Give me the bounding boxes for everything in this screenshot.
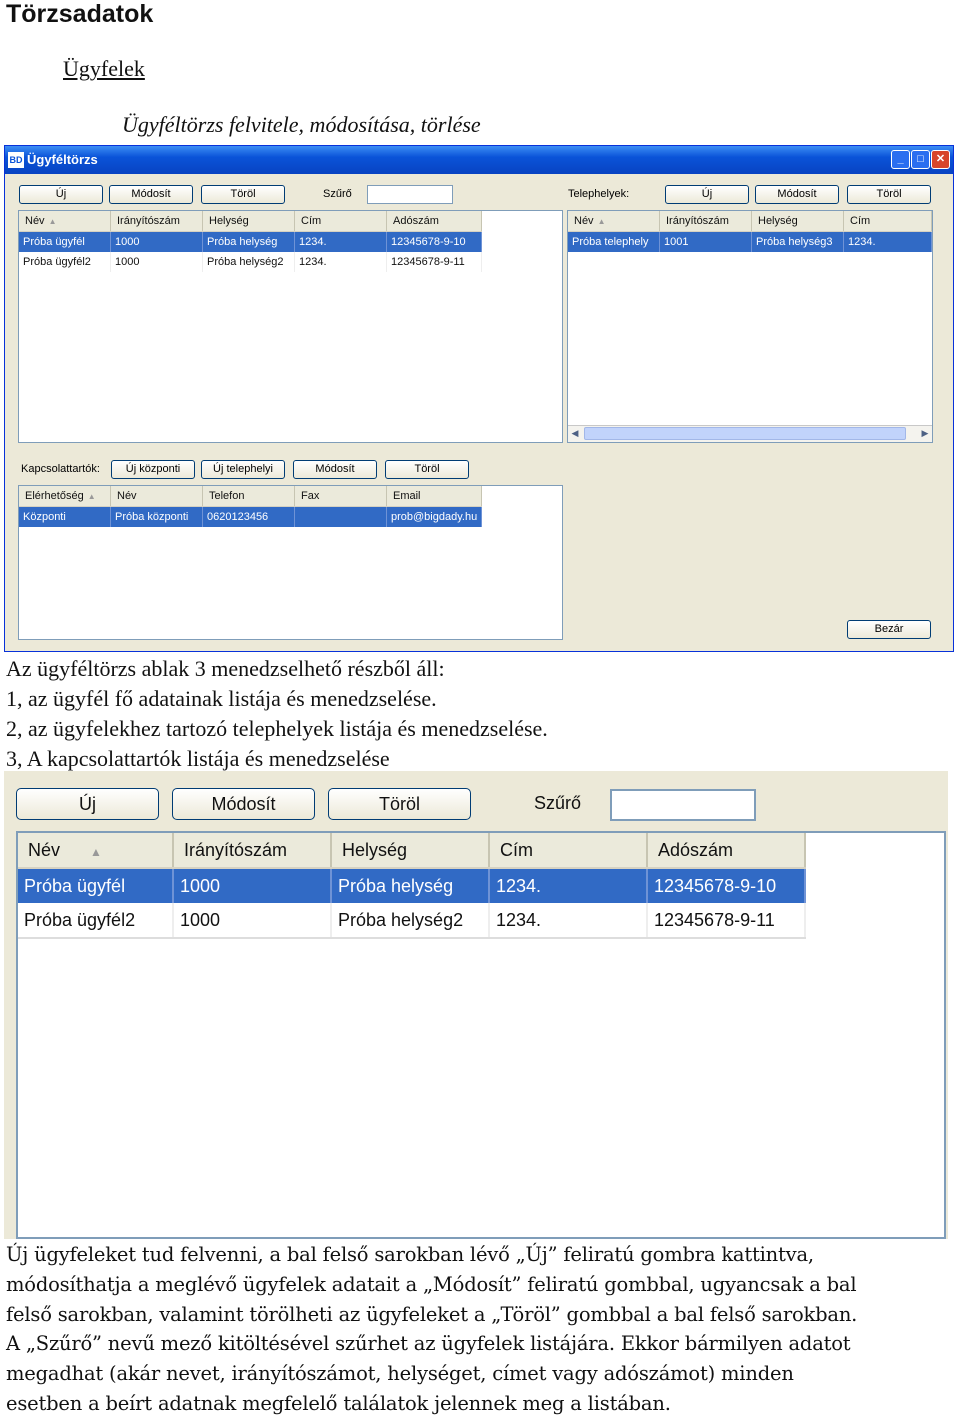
column-header[interactable]: Email <box>387 486 482 506</box>
table-cell: 1234. <box>844 232 932 252</box>
table-cell: Próba ügyfél <box>18 869 174 903</box>
new-client-button[interactable]: Új <box>19 185 103 204</box>
table-cell: 1000 <box>111 232 203 252</box>
column-header[interactable]: Adószám <box>648 833 806 867</box>
filter-input[interactable] <box>367 185 453 204</box>
table-cell: Próba ügyfél2 <box>18 903 174 937</box>
table-cell: 0620123456 <box>203 507 295 527</box>
table-cell: 12345678-9-11 <box>648 903 806 937</box>
column-header[interactable]: Név ▲ <box>568 211 660 231</box>
contacts-list-header <box>19 486 482 507</box>
table-cell: Próba helység <box>332 869 490 903</box>
contacts-label: Kapcsolattartók: <box>21 463 100 475</box>
sites-list[interactable] <box>567 210 933 443</box>
description-line: 3, A kapcsolattartók listája és menedzselése <box>6 746 390 771</box>
table-cell: Próba helység2 <box>332 903 490 937</box>
explanation-paragraph <box>6 1240 956 1419</box>
page-title: Törzsadatok <box>6 0 154 28</box>
close-button[interactable]: Bezár <box>847 620 931 639</box>
modify-contact-button[interactable]: Módosít <box>293 460 377 479</box>
column-header[interactable]: Irányítószám <box>111 211 203 231</box>
column-header[interactable]: Fax <box>295 486 387 506</box>
sites-list-header <box>568 211 932 232</box>
zoomed-client-section <box>4 771 948 1239</box>
column-header[interactable]: Helység <box>203 211 295 231</box>
table-cell: 1234. <box>295 252 387 272</box>
table-cell: 1000 <box>174 903 332 937</box>
clients-list[interactable] <box>18 210 563 443</box>
filter-input[interactable] <box>610 789 756 821</box>
table-cell <box>295 507 387 527</box>
table-cell: Próba központi k... <box>111 507 203 527</box>
description-line: 2, az ügyfelekhez tartozó telephelyek listája és menedzselése. <box>6 716 548 741</box>
delete-site-button[interactable]: Töröl <box>847 185 931 204</box>
table-cell: Próba helység3 <box>752 232 844 252</box>
table-row[interactable] <box>18 869 806 903</box>
table-cell: 12345678-9-11 <box>387 252 482 272</box>
column-header[interactable]: Irányítószám <box>660 211 752 231</box>
modify-client-button[interactable]: Módosít <box>172 788 315 820</box>
column-header[interactable]: Helység <box>752 211 844 231</box>
modify-client-button[interactable]: Módosít <box>109 185 193 204</box>
minimize-icon[interactable]: _ <box>891 150 910 169</box>
delete-contact-button[interactable]: Töröl <box>385 460 469 479</box>
table-cell: 12345678-9-10 <box>648 869 806 903</box>
clients-list-header <box>19 211 482 232</box>
sort-asc-icon: ▲ <box>597 217 606 226</box>
horizontal-scrollbar[interactable] <box>568 425 932 442</box>
scroll-left-icon[interactable]: ◀ <box>571 428 579 438</box>
table-cell: Próba ügyfél2 <box>19 252 111 272</box>
sort-asc-icon: ▲ <box>87 492 96 501</box>
description <box>6 654 946 774</box>
table-cell: prob@bigdady.hu <box>387 507 482 527</box>
column-header[interactable]: Név <box>111 486 203 506</box>
table-row[interactable] <box>18 903 806 939</box>
table-cell: Próba helység2 <box>203 252 295 272</box>
paragraph-line: felső sarokban, valamint törölheti az ügyfeleket a „Töröl” gombbal a bal felső sarokban. <box>6 1302 858 1326</box>
table-cell: 1234. <box>490 903 648 937</box>
client-register-window <box>4 145 954 652</box>
clients-list-header <box>18 833 806 869</box>
scroll-right-icon[interactable]: ▶ <box>921 428 929 438</box>
table-row[interactable] <box>19 232 482 252</box>
close-icon[interactable]: ✕ <box>931 150 950 169</box>
filter-label: Szűrő <box>323 188 352 200</box>
sites-label: Telephelyek: <box>568 188 630 200</box>
new-site-button[interactable]: Új <box>665 185 749 204</box>
clients-list[interactable] <box>16 831 946 1239</box>
description-line: 1, az ügyfél fő adatainak listája és menedzselése. <box>6 686 437 711</box>
title-bar <box>5 146 953 174</box>
column-header[interactable]: Telefon <box>203 486 295 506</box>
subsection-heading: Ügyféltörzs felvitele, módosítása, törlése <box>122 112 481 137</box>
table-cell: Próba telephely <box>568 232 660 252</box>
column-header[interactable]: Adószám <box>387 211 482 231</box>
paragraph-line: módosíthatja a meglévő ügyfelek adatait a „Módosít” feliratú gombbal, ugyancsak a bal <box>6 1272 857 1296</box>
table-cell: 12345678-9-10 <box>387 232 482 252</box>
contacts-list[interactable] <box>18 485 563 640</box>
delete-client-button[interactable]: Töröl <box>201 185 285 204</box>
column-header[interactable]: Elérhetőség ▲ <box>19 486 111 506</box>
table-cell: Próba helység <box>203 232 295 252</box>
column-header[interactable]: Irányítószám <box>174 833 332 867</box>
column-header[interactable]: Helység <box>332 833 490 867</box>
column-header[interactable]: Név ▲ <box>18 833 174 867</box>
paragraph-line: Új ügyfeleket tud felvenni, a bal felső sarokban lévő „Új” feliratú gombra kattintva, <box>6 1243 814 1266</box>
column-header[interactable]: Név ▲ <box>19 211 111 231</box>
table-row[interactable] <box>568 232 932 252</box>
table-row[interactable] <box>19 252 482 272</box>
new-central-contact-button[interactable]: Új központi <box>111 460 195 479</box>
table-cell: 1234. <box>490 869 648 903</box>
sort-asc-icon: ▲ <box>90 845 102 859</box>
modify-site-button[interactable]: Módosít <box>755 185 839 204</box>
maximize-icon[interactable]: □ <box>911 150 930 169</box>
delete-client-button[interactable]: Töröl <box>328 788 471 820</box>
scrollbar-thumb[interactable] <box>584 427 906 440</box>
sort-asc-icon: ▲ <box>48 217 57 226</box>
paragraph-line: megadhat (akár nevet, irányítószámot, helységet, címet vagy adószámot) minden <box>6 1362 794 1386</box>
table-row[interactable] <box>19 507 482 543</box>
window-title: Ügyféltörzs <box>27 152 98 167</box>
new-site-contact-button[interactable]: Új telephelyi <box>201 460 285 479</box>
table-cell: 1001 <box>660 232 752 252</box>
table-cell: 1000 <box>174 869 332 903</box>
column-header[interactable]: Cím <box>490 833 648 867</box>
app-logo-icon: BD <box>8 152 24 168</box>
table-cell: Központi <box>19 507 111 527</box>
section-heading: Ügyfelek <box>63 56 145 81</box>
column-header[interactable]: Cím <box>844 211 932 231</box>
description-line: Az ügyféltörzs ablak 3 menedzselhető részből áll: <box>6 656 445 681</box>
table-cell: 1000 <box>111 252 203 272</box>
paragraph-line: A „Szűrő” nevű mező kitöltésével szűrhet az ügyfelek listájára. Ekkor bármilyen adatot <box>6 1332 851 1356</box>
paragraph-line: esetben a beírt adatnak megfelelő találatok jelennek meg a listában. <box>6 1391 671 1415</box>
filter-label: Szűrő <box>534 793 582 813</box>
table-cell: Próba ügyfél <box>19 232 111 252</box>
table-cell: 1234. <box>295 232 387 252</box>
column-header[interactable]: Cím <box>295 211 387 231</box>
new-client-button[interactable]: Új <box>16 788 159 820</box>
